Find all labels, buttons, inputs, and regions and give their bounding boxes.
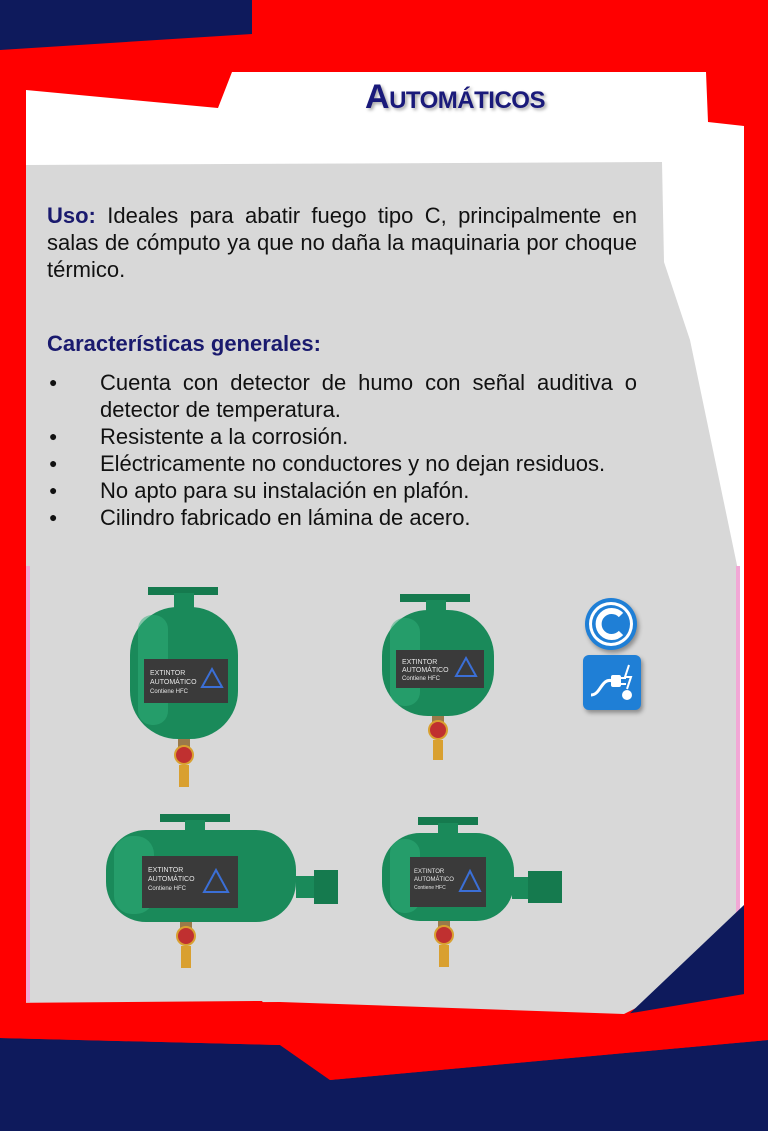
extinguisher-wide-1	[100, 812, 345, 977]
list-item	[47, 504, 637, 531]
plate-line-3: Contiene HFC	[414, 885, 446, 891]
plate-line-3: Contiene HFC	[148, 886, 187, 892]
usage-paragraph	[47, 202, 637, 283]
bullet-icon: ●	[49, 428, 58, 444]
plate-line-1: EXTINTOR	[150, 670, 186, 677]
feature-text: Eléctricamente no conductores y no dejan residuos.	[100, 451, 606, 476]
bullet-icon: ●	[49, 455, 58, 471]
bullet-icon: ●	[49, 509, 58, 525]
list-item	[47, 450, 637, 477]
plate-line-3: Contiene HFC	[402, 676, 441, 682]
feature-text: Cilindro fabricado en lámina de acero.	[100, 505, 471, 530]
extinguisher-tall-1	[120, 585, 250, 795]
plate-line-2: AUTOMÁTICO	[148, 876, 195, 883]
plate-line-1: EXTINTOR	[402, 659, 438, 666]
electrical-hazard-icon	[583, 655, 641, 710]
list-item	[47, 369, 637, 423]
extinguisher-tall-2	[372, 592, 502, 767]
plate-line-2: AUTOMÁTICO	[402, 667, 449, 674]
list-item	[47, 423, 637, 450]
features-list	[47, 369, 637, 531]
page-title: Automáticos	[365, 78, 545, 116]
plate-line-1: EXTINTOR	[148, 867, 184, 874]
plate-line-3: Contiene HFC	[150, 689, 189, 695]
plate-line-2: AUTOMÁTICO	[150, 679, 197, 686]
feature-text: Cuenta con detector de humo con señal auditiva o detector de temperatura.	[100, 370, 637, 422]
usage-label: Uso:	[47, 203, 96, 228]
bullet-icon: ●	[49, 374, 58, 390]
feature-text: No apto para su instalación en plafón.	[100, 478, 470, 503]
extinguisher-wide-2	[378, 815, 568, 975]
features-heading: Características generales:	[47, 331, 321, 356]
feature-text: Resistente a la corrosión.	[100, 424, 349, 449]
list-item	[47, 477, 637, 504]
plate-line-1: EXTINTOR	[414, 869, 445, 875]
class-c-icon	[585, 598, 637, 650]
bullet-icon: ●	[49, 482, 58, 498]
usage-text: Ideales para abatir fuego tipo C, principalmente en salas de cómputo ya que no daña la maquinaria por choque térmico.	[47, 203, 637, 282]
plate-line-2: AUTOMÁTICO	[414, 877, 454, 883]
